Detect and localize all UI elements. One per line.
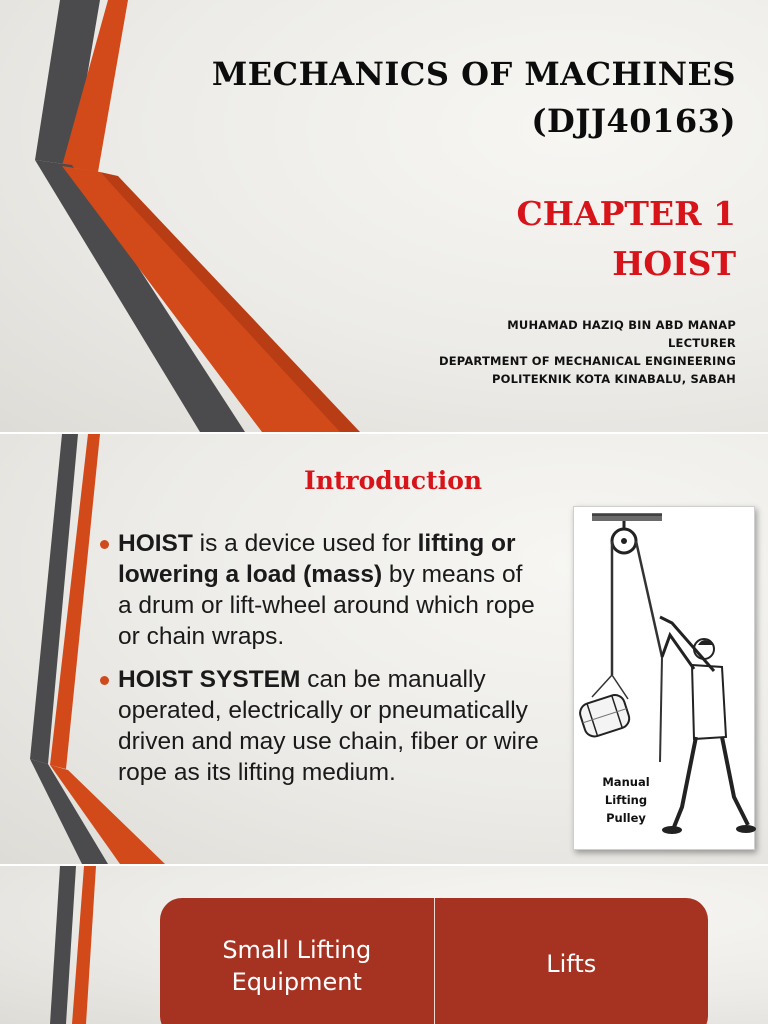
text: can be manually operated, electrically or pneumatically driven and may use chain, fiber or wire rope as its lifting medium. — [118, 666, 539, 786]
pulley-illustration — [573, 506, 755, 850]
category-label: Equipment — [231, 968, 362, 996]
category-small-lifting-equipment — [160, 898, 435, 1024]
bullet-hoist-system — [100, 664, 540, 788]
term: HOIST — [118, 530, 193, 557]
bullet-text — [100, 528, 540, 652]
caption-line: Pulley — [606, 811, 646, 825]
author-department: DEPARTMENT OF MECHANICAL ENGINEERING — [438, 354, 736, 368]
author-name: MUHAMAD HAZIQ BIN ABD MANAP — [507, 318, 736, 332]
chapter-number: CHAPTER 1 — [516, 194, 736, 233]
caption-line: Lifting — [604, 793, 648, 807]
bullet-icon — [100, 676, 109, 685]
chapter-topic: HOIST — [612, 244, 736, 283]
text: by means of a drum or lift-wheel around which rope or chain wraps. — [118, 561, 535, 650]
text: is a device used for — [192, 530, 418, 557]
title-slide — [0, 0, 768, 432]
bullet-hoist-definition — [100, 528, 540, 652]
category-lifts — [435, 898, 709, 1024]
category-label: Small Lifting — [222, 936, 372, 964]
classification-slide — [0, 866, 768, 1024]
category-label: Lifts — [546, 950, 597, 978]
author-institution: POLITEKNIK KOTA KINABALU, SABAH — [492, 372, 736, 386]
bullet-text — [100, 664, 540, 788]
emphasis: lifting or lowering a load (mass) — [118, 530, 516, 588]
section-heading: Introduction — [304, 466, 483, 495]
term: HOIST SYSTEM — [118, 666, 301, 693]
course-name: MECHANICS OF MACHINES — [211, 55, 736, 93]
caption-line: Manual — [602, 775, 650, 789]
introduction-slide — [0, 434, 768, 864]
course-code: (DJJ40163) — [531, 102, 736, 140]
author-role: LECTURER — [668, 336, 736, 350]
figure-caption — [574, 773, 678, 827]
bullet-icon — [100, 540, 109, 549]
hoist-types-box — [160, 898, 708, 1024]
